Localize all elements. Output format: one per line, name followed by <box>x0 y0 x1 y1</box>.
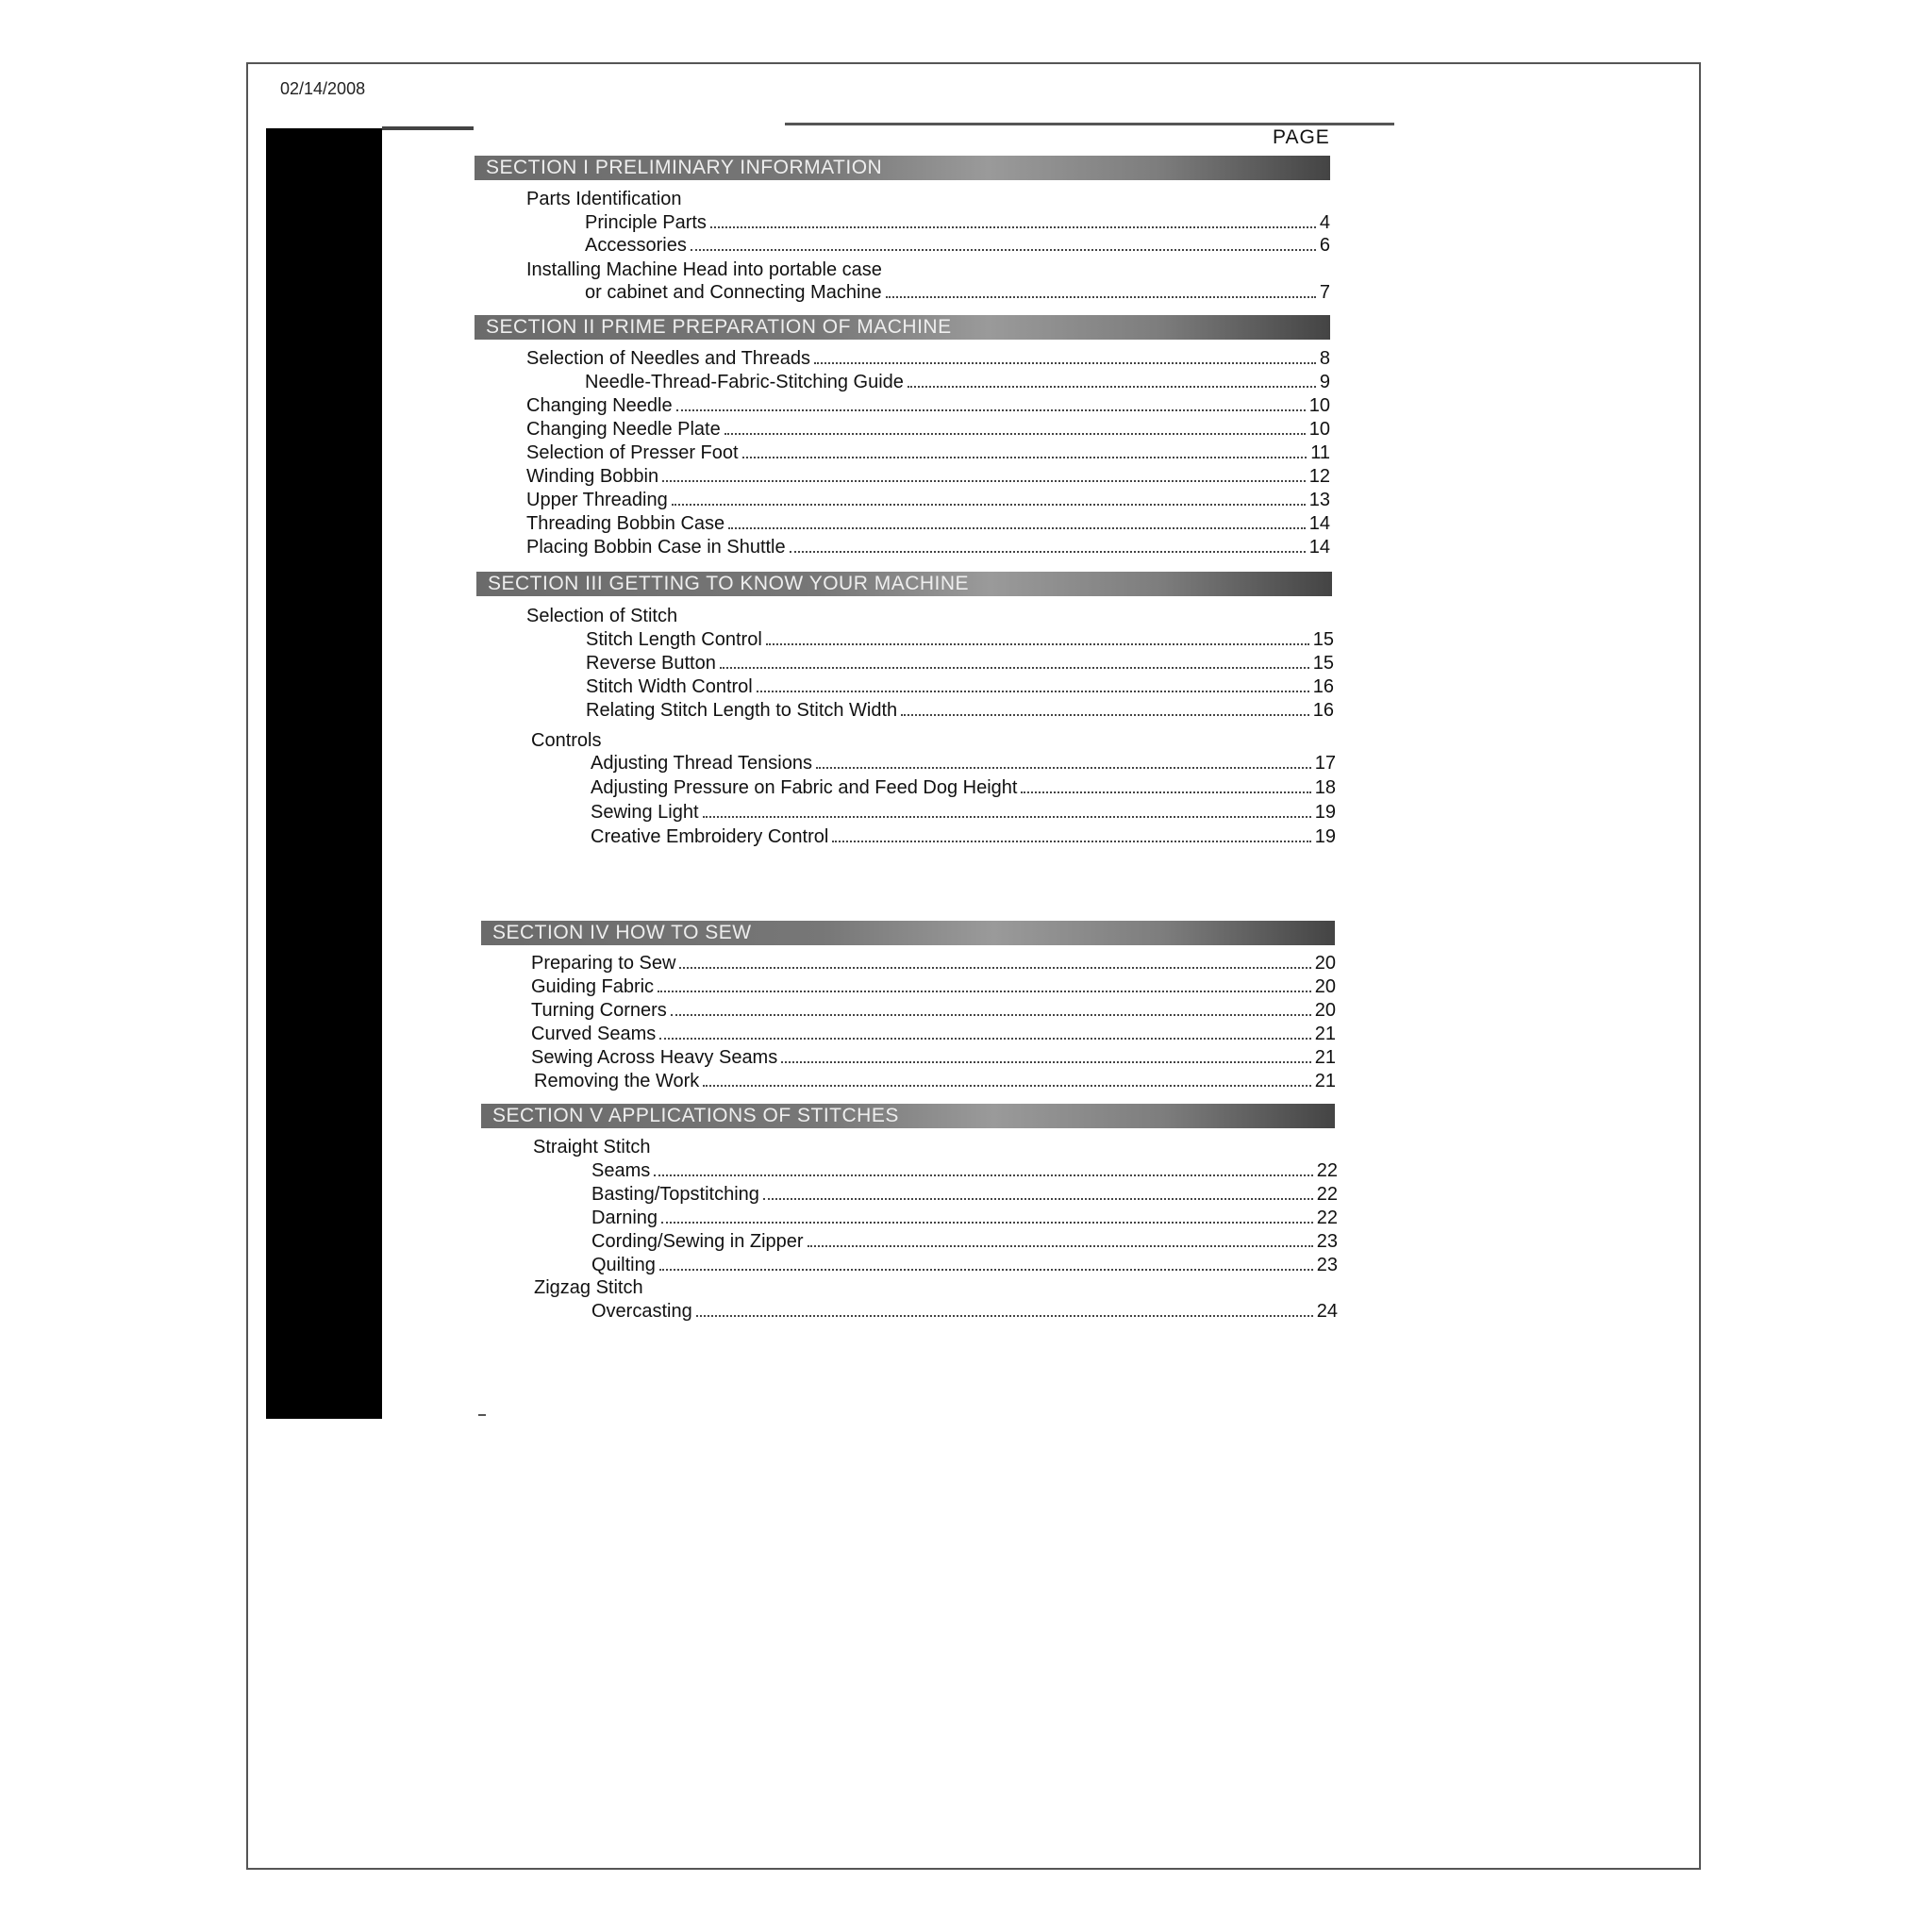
toc-entry <box>526 489 1330 511</box>
dot-leader <box>676 404 1306 411</box>
entry-page: 21 <box>1314 1047 1336 1068</box>
toc-entry <box>586 652 1334 675</box>
entry-page: 12 <box>1308 466 1330 487</box>
entry-label: Selection of Presser Foot <box>526 442 739 463</box>
dot-leader <box>886 291 1316 298</box>
entry-page: 21 <box>1314 1071 1336 1091</box>
toc-entry <box>526 418 1330 441</box>
entry-page: 18 <box>1314 777 1336 798</box>
toc-entry <box>531 1023 1336 1045</box>
toc-entry <box>586 675 1334 698</box>
dot-leader <box>814 357 1316 364</box>
entry-label: Placing Bobbin Case in Shuttle <box>526 537 786 558</box>
toc-entry <box>591 801 1336 824</box>
section-heading-3: SECTION III GETTING TO KNOW YOUR MACHINE <box>476 572 1332 596</box>
dot-leader <box>691 243 1316 251</box>
entry-page: 20 <box>1314 953 1336 974</box>
entry-label: Accessories <box>585 235 687 256</box>
dot-leader <box>908 380 1316 388</box>
dot-leader <box>832 835 1310 842</box>
dot-leader <box>696 1309 1313 1317</box>
entry-label: Guiding Fabric <box>531 976 655 997</box>
entry-label: Seams <box>591 1160 651 1181</box>
dot-leader <box>679 961 1310 969</box>
entry-label: Adjusting Thread Tensions <box>591 753 812 774</box>
dot-leader <box>720 661 1309 669</box>
entry-label: Reverse Button <box>586 653 716 674</box>
entry-label: Winding Bobbin <box>526 466 659 487</box>
toc-entry <box>591 825 1336 848</box>
toc-entry <box>591 1159 1338 1182</box>
entry-page: 16 <box>1312 700 1334 721</box>
entry-label: Sewing Light <box>591 802 699 823</box>
entry-page: 20 <box>1314 976 1336 997</box>
entry-label: Preparing to Sew <box>531 953 676 974</box>
toc-entry <box>526 512 1330 535</box>
entry-page: 14 <box>1308 537 1330 558</box>
entry-label: Selection of Needles and Threads <box>526 348 810 369</box>
entry-label: Needle-Thread-Fabric-Stitching Guide <box>585 372 904 392</box>
entry-page: 24 <box>1316 1301 1338 1322</box>
subheading: Parts Identification <box>526 189 682 209</box>
dot-leader <box>742 451 1307 458</box>
section-heading-4: SECTION IV HOW TO SEW <box>481 921 1335 945</box>
entry-page: 7 <box>1319 282 1330 303</box>
toc-entry <box>585 234 1330 257</box>
entry-label: Changing Needle Plate <box>526 419 721 440</box>
toc-entry <box>526 441 1330 464</box>
toc-entry <box>526 394 1330 417</box>
entry-page: 19 <box>1314 826 1336 847</box>
dot-leader <box>661 1216 1313 1224</box>
entry-label: Basting/Topstitching <box>591 1184 759 1205</box>
print-date: 02/14/2008 <box>280 79 366 98</box>
entry-label: Removing the Work <box>534 1071 700 1091</box>
entry-page: 20 <box>1314 1000 1336 1021</box>
section-heading-1: SECTION I PRELIMINARY INFORMATION <box>475 156 1330 180</box>
entry-label: Darning <box>591 1208 658 1228</box>
entry-page: 15 <box>1312 629 1334 650</box>
entry-label: Stitch Length Control <box>586 629 762 650</box>
entry-page: 17 <box>1314 753 1336 774</box>
subheading: Selection of Stitch <box>526 606 678 626</box>
entry-page: 15 <box>1312 653 1334 674</box>
entry-page: 10 <box>1308 395 1330 416</box>
dot-leader <box>654 1169 1313 1176</box>
entry-label: or cabinet and Connecting Machine <box>585 282 882 303</box>
toc-entry <box>591 1300 1338 1323</box>
dot-leader <box>724 427 1306 435</box>
dot-leader <box>808 1240 1313 1247</box>
entry-label: Quilting <box>591 1255 656 1275</box>
subheading: Straight Stitch <box>533 1137 651 1158</box>
toc-entry <box>585 211 1330 234</box>
toc-entry <box>591 1207 1338 1229</box>
entry-page: 14 <box>1308 513 1330 534</box>
entry-page: 10 <box>1308 419 1330 440</box>
entry-page: 22 <box>1316 1208 1338 1228</box>
entry-label: Turning Corners <box>531 1000 667 1021</box>
dot-leader <box>671 1008 1311 1016</box>
dot-leader <box>658 985 1311 992</box>
section-heading-5: SECTION V APPLICATIONS OF STITCHES <box>481 1104 1335 1128</box>
entry-label: Threading Bobbin Case <box>526 513 725 534</box>
dot-leader <box>763 1192 1313 1200</box>
dot-leader <box>816 761 1311 769</box>
dot-leader <box>672 498 1306 506</box>
dot-leader <box>781 1056 1311 1063</box>
dot-leader <box>901 708 1309 716</box>
dot-leader <box>1021 786 1310 793</box>
subheading: Zigzag Stitch <box>534 1277 643 1298</box>
entry-page: 21 <box>1314 1024 1336 1044</box>
entry-label: Curved Seams <box>531 1024 657 1044</box>
toc-entry <box>591 1183 1338 1206</box>
dot-leader <box>659 1263 1313 1271</box>
toc-entry <box>591 776 1336 799</box>
entry-label: Changing Needle <box>526 395 673 416</box>
entry-page: 4 <box>1319 212 1330 233</box>
entry-label: Stitch Width Control <box>586 676 753 697</box>
dot-leader <box>710 221 1316 228</box>
toc-entry <box>526 347 1330 370</box>
toc-entry <box>531 952 1336 974</box>
page-column-label: PAGE <box>1273 126 1330 148</box>
entry-page: 19 <box>1314 802 1336 823</box>
entry-label: Cording/Sewing in Zipper <box>591 1231 804 1252</box>
entry-label: Relating Stitch Length to Stitch Width <box>586 700 898 721</box>
subheading: Installing Machine Head into portable case <box>526 259 882 280</box>
toc-entry <box>586 628 1334 651</box>
toc-entry <box>591 1254 1338 1276</box>
toc-entry <box>591 752 1336 774</box>
toc-entry <box>586 699 1334 722</box>
toc-entry <box>591 1230 1338 1253</box>
dot-leader <box>703 1079 1310 1087</box>
toc-entry <box>526 536 1330 558</box>
entry-label: Adjusting Pressure on Fabric and Feed Dog Height <box>591 777 1018 798</box>
section-heading-2: SECTION II PRIME PREPARATION OF MACHINE <box>475 315 1330 340</box>
entry-page: 22 <box>1316 1184 1338 1205</box>
dot-leader <box>662 475 1306 482</box>
toc-entry <box>585 371 1330 393</box>
dot-leader <box>766 638 1309 645</box>
entry-page: 11 <box>1310 442 1330 463</box>
toc-entry <box>526 465 1330 488</box>
toc-entry <box>585 281 1330 304</box>
dot-leader <box>659 1032 1310 1040</box>
entry-label: Sewing Across Heavy Seams <box>531 1047 778 1068</box>
dot-leader <box>790 545 1306 553</box>
entry-page: 23 <box>1316 1255 1338 1275</box>
entry-label: Upper Threading <box>526 490 668 510</box>
toc-entry <box>531 999 1336 1022</box>
entry-label: Principle Parts <box>585 212 707 233</box>
dot-leader <box>728 522 1306 529</box>
entry-label: Overcasting <box>591 1301 692 1322</box>
dot-leader <box>703 810 1311 818</box>
entry-page: 6 <box>1319 235 1330 256</box>
entry-page: 23 <box>1316 1231 1338 1252</box>
toc-entry <box>534 1070 1336 1092</box>
subheading: Controls <box>531 730 602 751</box>
toc-entry <box>531 1046 1336 1069</box>
entry-page: 13 <box>1308 490 1330 510</box>
entry-page: 16 <box>1312 676 1334 697</box>
entry-page: 22 <box>1316 1160 1338 1181</box>
dot-leader <box>757 685 1309 692</box>
entry-page: 9 <box>1319 372 1330 392</box>
entry-label: Creative Embroidery Control <box>591 826 829 847</box>
entry-page: 8 <box>1319 348 1330 369</box>
toc-entry <box>531 975 1336 998</box>
